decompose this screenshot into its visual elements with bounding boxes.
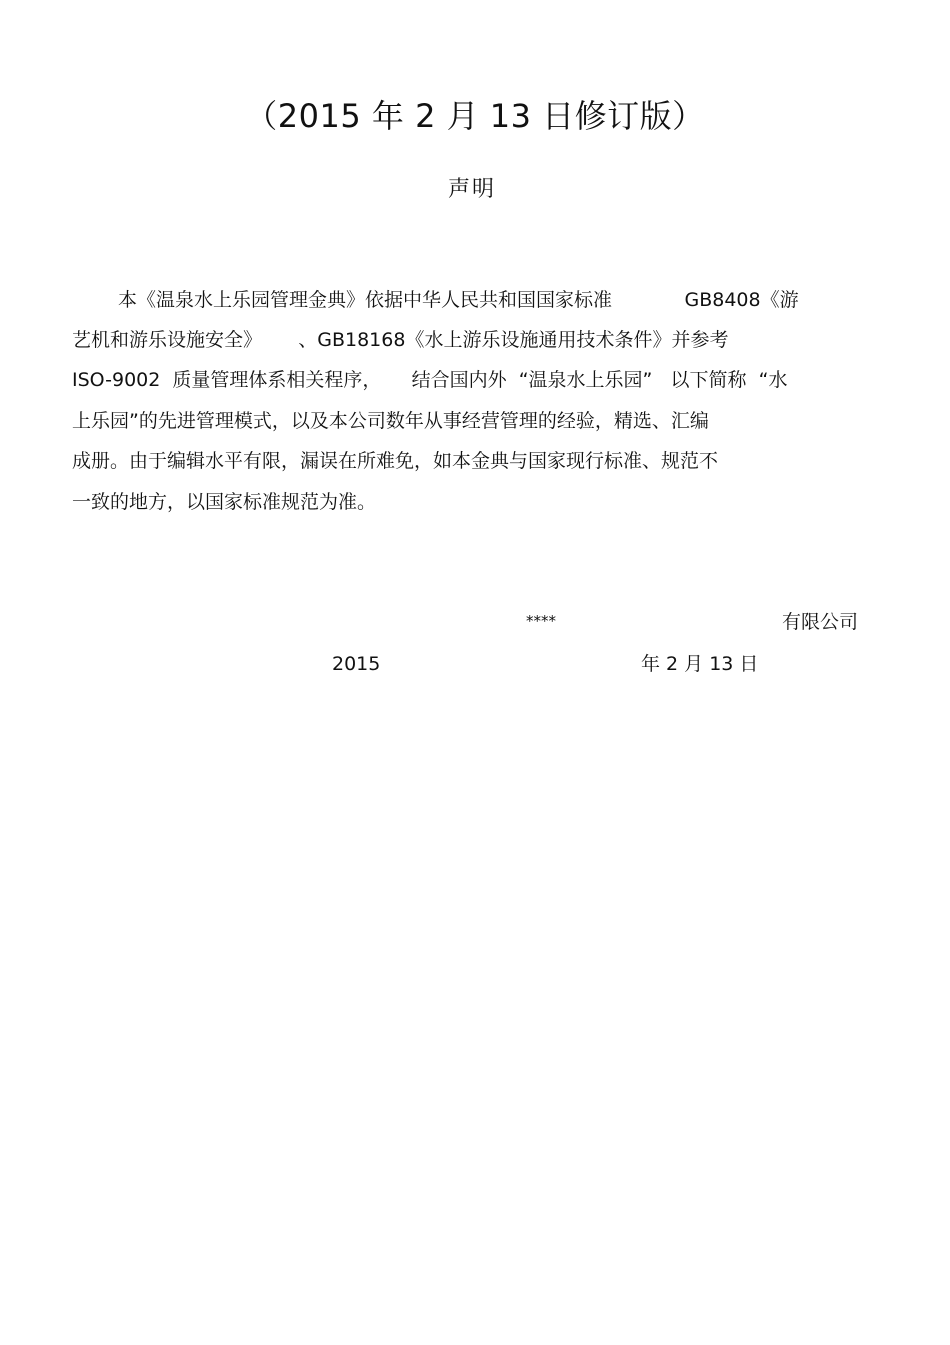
statement-line-1: 本《温泉水上乐园管理金典》依据中华人民共和国国家标准 GB8408《游	[118, 289, 799, 311]
statement-line-4: 上乐园”的先进管理模式，以及本公司数年从事经营管理的经验，精选、汇编	[72, 410, 709, 432]
statement-line-6: 一致的地方，以国家标准规范为准。	[72, 491, 377, 513]
statement-line-2: 艺机和游乐设施安全》 、GB18168《水上游乐设施通用技术条件》并参考	[72, 329, 729, 351]
company-suffix: 有限公司	[782, 611, 859, 633]
company-name-masked: ****	[526, 612, 556, 630]
signature-date-rest: 年 2 月 13 日	[641, 653, 759, 675]
document-title: （2015 年 2 月 13 日修订版）	[245, 97, 705, 135]
statement-line-3: ISO-9002 质量管理体系相关程序， 结合国内外 “温泉水上乐园” 以下简称 “水	[72, 369, 788, 391]
statement-heading: 声明	[447, 177, 496, 202]
statement-line-5: 成册。由于编辑水平有限，漏误在所难免，如本金典与国家现行标准、规范不	[72, 450, 719, 472]
signature-date-year: 2015	[332, 653, 381, 675]
